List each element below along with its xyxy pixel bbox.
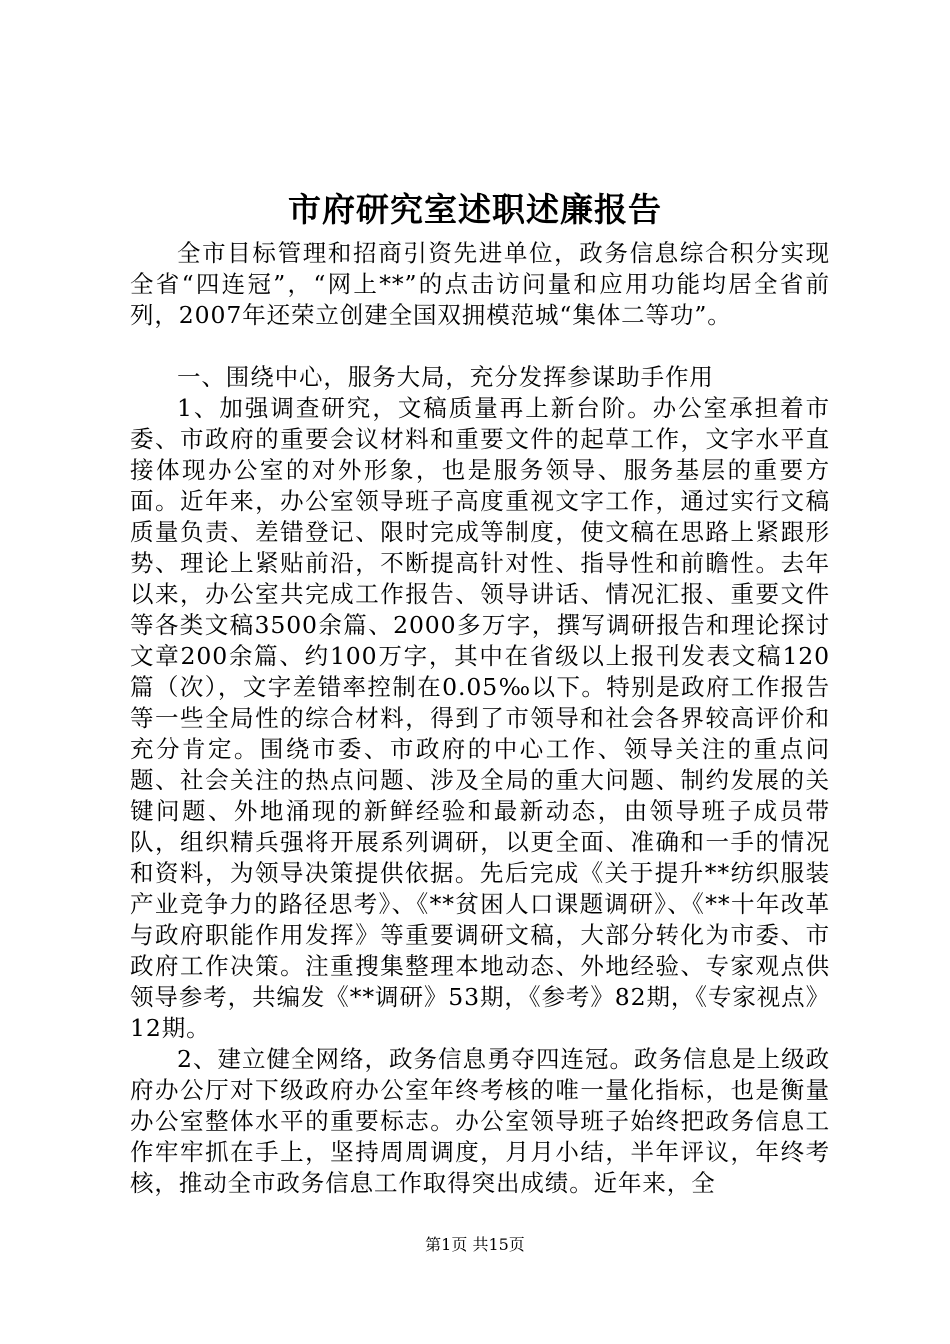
item-1-paragraph: 1、加强调查研究，文稿质量再上新台阶。办公室承担着市委、市政府的重要会议材料和重要文件的起草工作，文字水平直接体现办公室的对外形象，也是服务领导、服务基层的重要方面。近年来，办公室领导班子高度重视文字工作，通过实行文稿质量负责、差错登记、限时完成等制度，使文稿在思路上紧跟形势、理论上紧贴前沿，不断提高针对性、指导性和前瞻性。去年以来，办公室共完成工作报告、领导讲话、情况汇报、重要文件等各类文稿3500余篇、2000多万字，撰写调研报告和理论探讨文章200余篇、约100万字，其中在省级以上报刊发表文稿120篇（次），文字差错率控制在0.05‰以下。特别是政府工作报告等一些全局性的综合材料，得到了市领导和社会各界较高评价和充分肯定。围绕市委、市政府的中心工作、领导关注的重点问题、社会关注的热点问题、涉及全局的重大问题、制约发展的关键问题、外地涌现的新鲜经验和最新动态，由领导班子成员带队，组织精兵强将开展系列调研，以更全面、准确和一手的情况和资料，为领导决策提供依据。先后完成《关于提升**纺织服装产业竞争力的路径思考》、《**贫困人口课题调研》、《**十年改革与政府职能作用发挥》等重要调研文稿，大部分转化为市委、市政府工作决策。注重搜集整理本地动态、外地经验、专家观点供领导参考，共编发《**调研》53期，《参考》82期，《专家视点》12期。	[130, 394, 830, 1042]
item-2-paragraph: 2、建立健全网络，政务信息勇夺四连冠。政务信息是上级政府办公厅对下级政府办公室年终考核的唯一量化指标，也是衡量办公室整体水平的重要标志。办公室领导班子始终把政务信息工作牢牢抓在手上，坚持周周调度，月月小结，半年评议，年终考核，推动全市政务信息工作取得突出成绩。近年来，全	[130, 1045, 830, 1197]
page-footer: 第1页 共15页	[425, 1235, 525, 1254]
document-title: 市府研究室述职述廉报告	[288, 190, 662, 229]
document-body	[130, 238, 830, 1199]
section-heading: 一、围绕中心，服务大局，充分发挥参谋助手作用	[177, 363, 714, 391]
paragraph-spacer	[130, 331, 830, 362]
intro-paragraph: 全市目标管理和招商引资先进单位，政务信息综合积分实现全省“四连冠”，“网上**”的点击访问量和应用功能均居全省前列，2007年还荣立创建全国双拥模范城“集体二等功”。	[130, 239, 830, 329]
